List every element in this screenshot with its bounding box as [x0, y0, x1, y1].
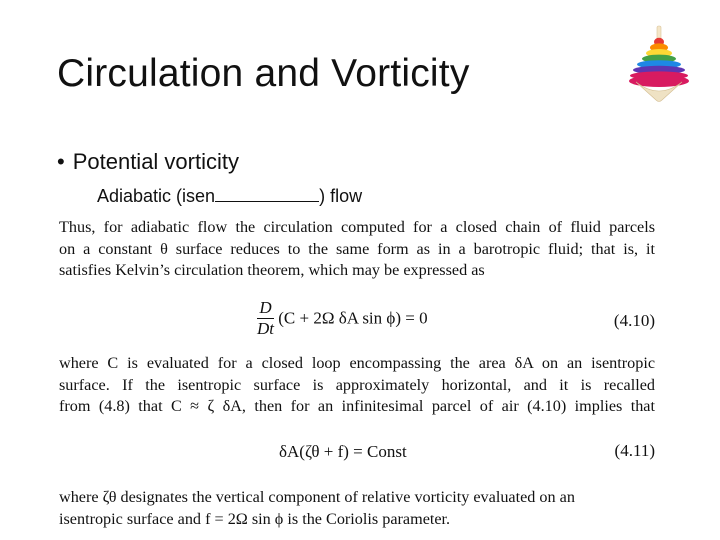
subline-before: Adiabatic (isen: [97, 186, 216, 206]
subline-adiabatic: [97, 186, 362, 207]
equation-expression: δA(ζθ + f) = Const: [279, 442, 407, 462]
equation-fraction: [257, 298, 274, 339]
paragraph-line: where ζθ designates the vertical component of relative vorticity evaluated on an: [59, 488, 575, 506]
paragraph-line: where C is evaluated for a closed loop encompassing the area δA on an isentropic: [59, 354, 655, 372]
fraction-numerator: D: [257, 298, 274, 319]
textbook-paragraph-2: [59, 353, 655, 418]
slide-title: Circulation and Vorticity: [57, 52, 470, 95]
bullet-potential-vorticity: [57, 149, 239, 175]
fraction-denominator: Dt: [257, 319, 274, 338]
equation-number: (4.10): [613, 311, 655, 330]
equation-expression: (C + 2Ω δA sin ϕ) = 0: [278, 308, 428, 328]
paragraph-line: on a constant θ surface reduces to the same form as in a barotropic fluid; that is, it: [59, 239, 655, 258]
paragraph-line: from (4.8) that C ≈ ζ δA, then for an infinitesimal parcel of air (4.10) implies that: [59, 397, 655, 416]
paragraph-line: isentropic surface and f = 2Ω sin ϕ is the Coriolis parameter.: [59, 509, 451, 528]
equation-number: (4.11): [614, 441, 655, 460]
bullet-text: Potential vorticity: [72, 149, 239, 174]
paragraph-line: Thus, for adiabatic flow the circulation computed for a closed chain of fluid parcels: [59, 218, 655, 236]
top-rim: [629, 75, 689, 87]
paragraph-line: surface. If the isentropic surface is approximately horizontal, and it is recalled: [59, 375, 655, 394]
textbook-paragraph-1: [59, 217, 655, 282]
equation-4-10: [59, 298, 655, 346]
textbook-paragraph-3: [59, 487, 655, 530]
fill-in-blank: [215, 187, 319, 202]
spinning-top-icon: [626, 24, 692, 104]
subline-after: ) flow: [319, 186, 363, 206]
paragraph-line: satisfies Kelvin’s circulation theorem, which may be expressed as: [59, 261, 485, 280]
bullet-marker: •: [57, 149, 65, 174]
equation-4-11: [59, 440, 655, 466]
